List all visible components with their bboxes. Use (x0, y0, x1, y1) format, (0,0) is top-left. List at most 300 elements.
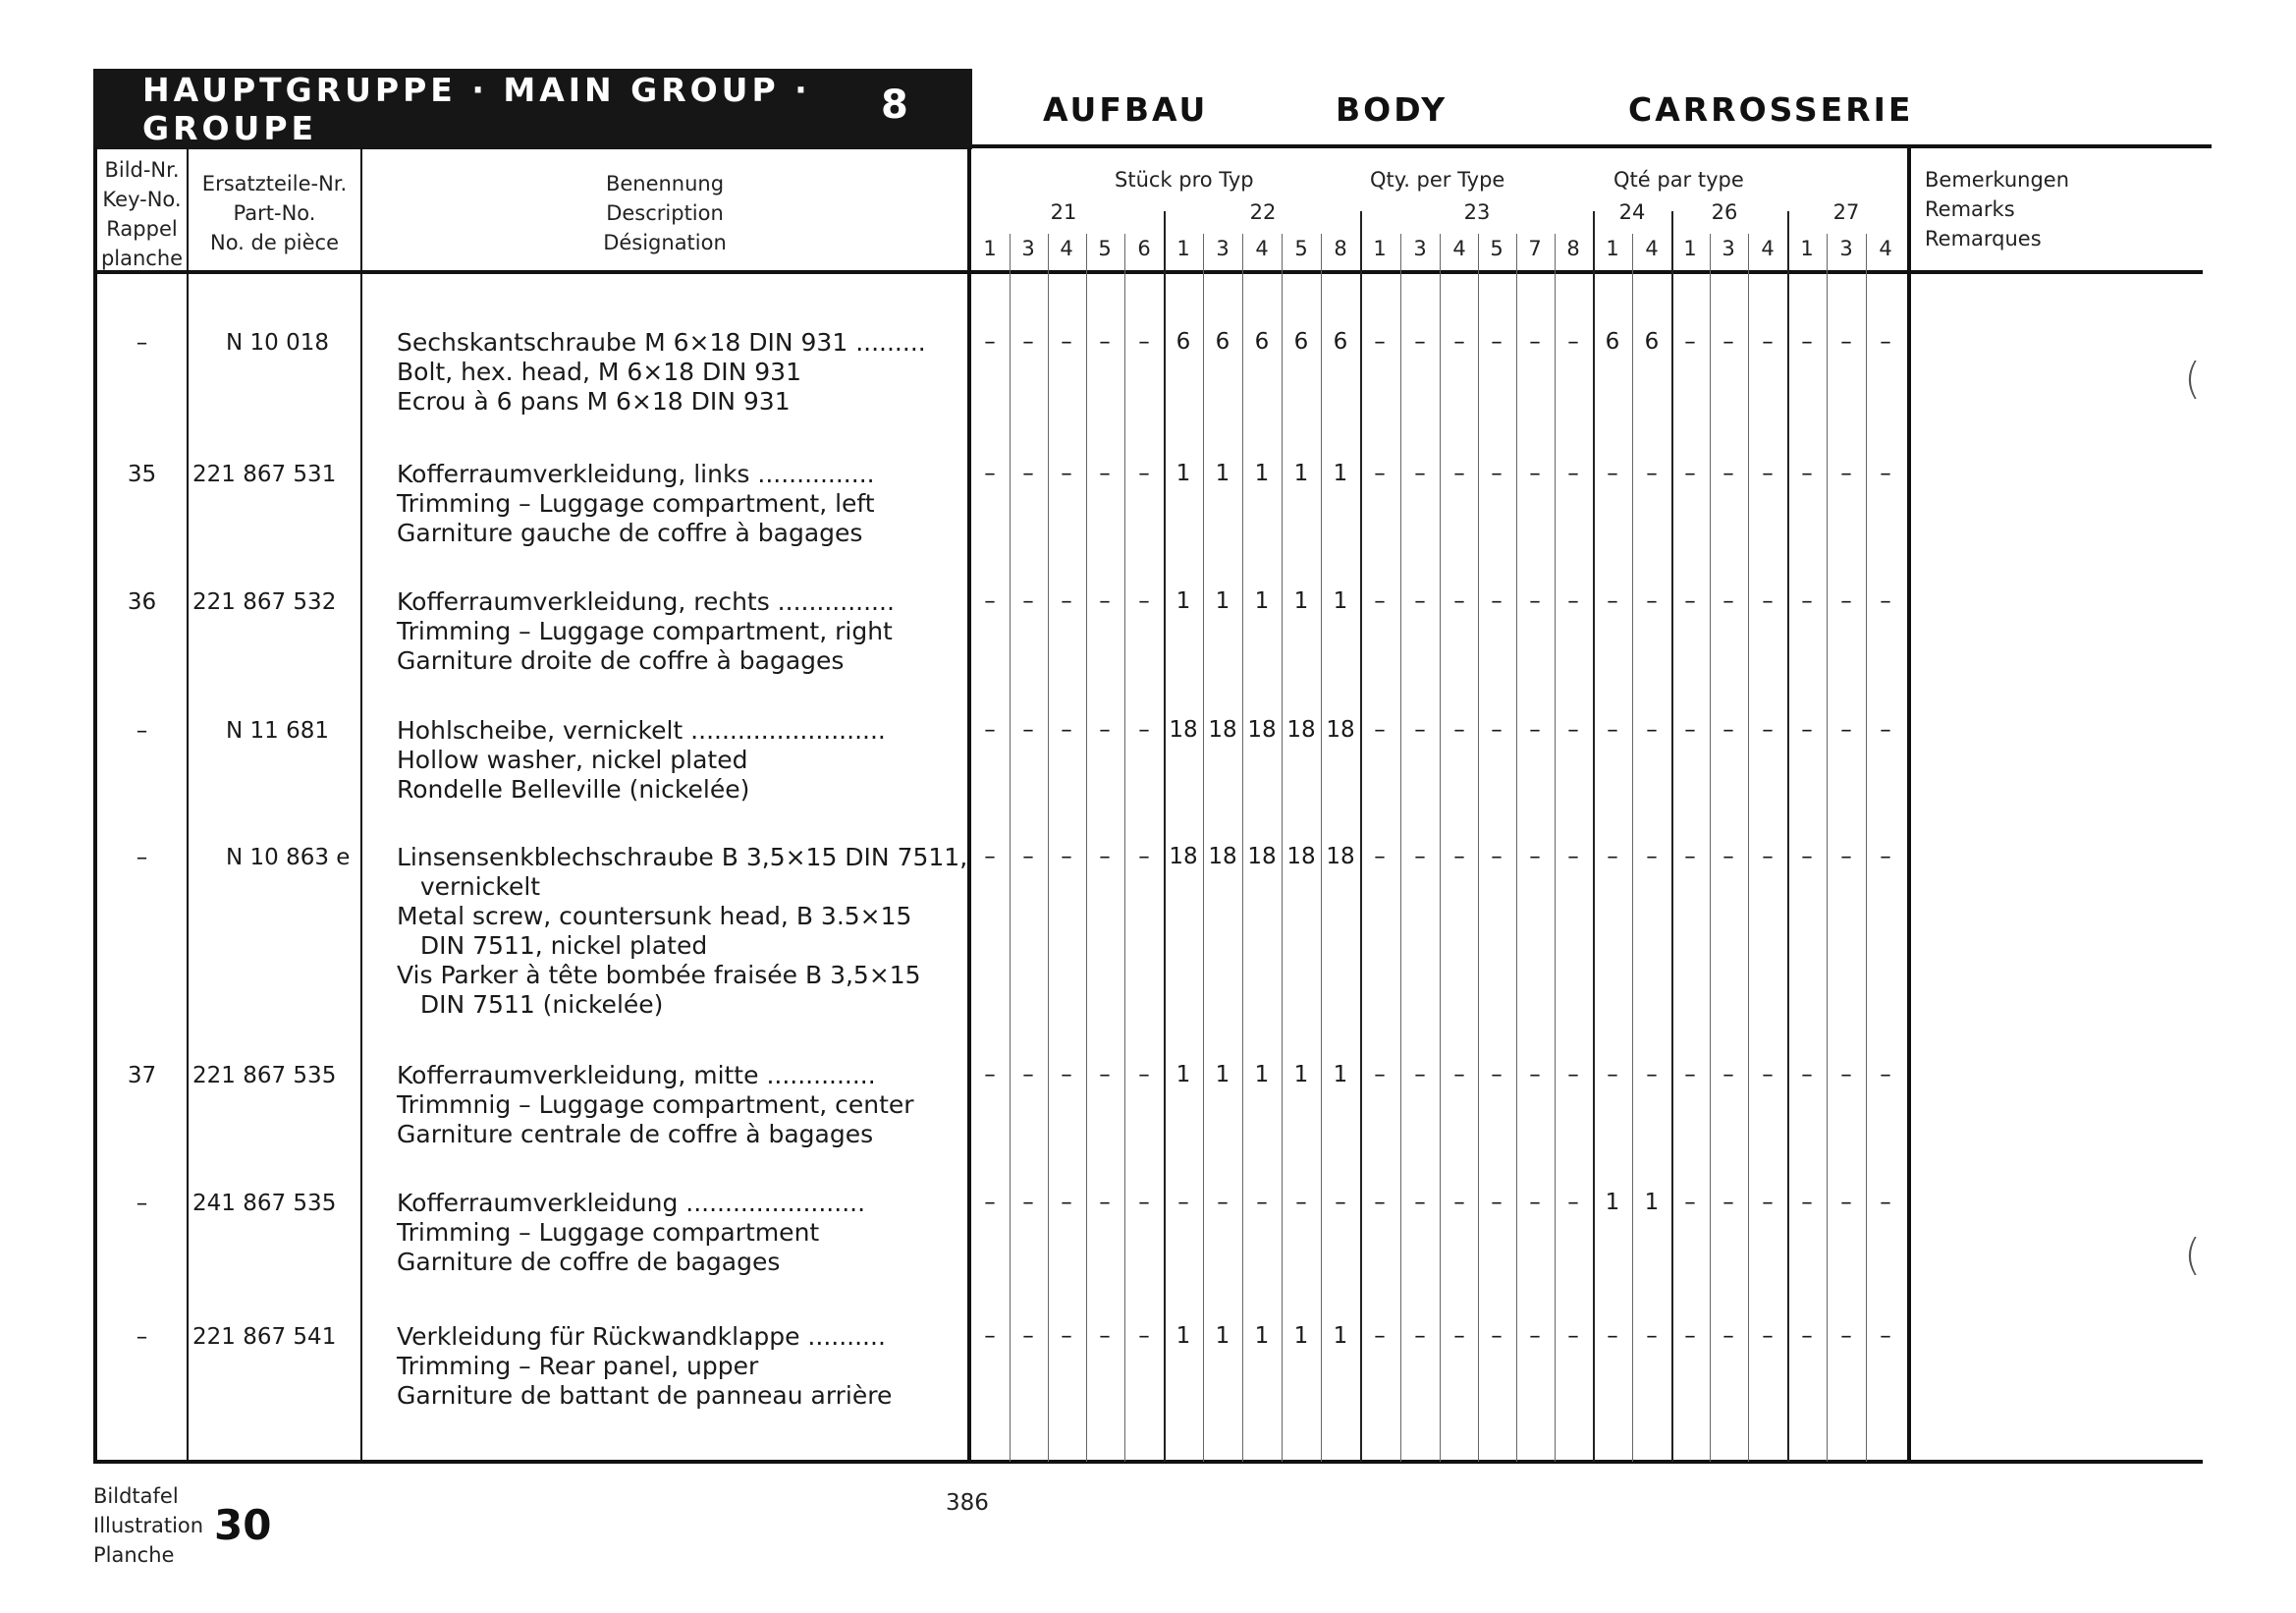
sub-type-label: 4 (1060, 237, 1073, 260)
punch-hole-mark-upper: ( (2184, 354, 2202, 404)
qty-cell: – (1374, 1323, 1386, 1349)
type-group-divider (1671, 211, 1673, 1462)
qty-cell: – (1374, 1062, 1386, 1087)
qty-cell: – (1762, 717, 1774, 743)
qty-cell: – (1414, 844, 1426, 869)
row-key-no: 35 (127, 462, 157, 487)
qty-cell: – (1138, 588, 1150, 614)
sub-type-label: 3 (1021, 237, 1035, 260)
qty-cell: 6 (1293, 329, 1309, 355)
qty-cell: – (1491, 1190, 1503, 1215)
qty-cell: 18 (1286, 717, 1316, 743)
qty-cell: – (1722, 588, 1734, 614)
qty-cell: – (1335, 1190, 1346, 1215)
qty-cell: – (984, 329, 996, 355)
qty-cell: – (984, 461, 996, 486)
row-part-no: N 11 681 (226, 718, 329, 744)
qty-cell: – (1529, 717, 1541, 743)
qty-cell: 18 (1247, 844, 1277, 869)
qty-cell: – (1099, 844, 1111, 869)
type-group-divider (1787, 211, 1789, 1462)
description-line: Garniture de battant de panneau arrière (397, 1381, 893, 1410)
qty-cell: – (1414, 1062, 1426, 1087)
qty-cell: – (1414, 329, 1426, 355)
qty-cell: 1 (1333, 461, 1348, 486)
type-group-label: 26 (1711, 200, 1738, 224)
sub-type-label: 7 (1528, 237, 1542, 260)
qty-cell: – (1022, 1323, 1034, 1349)
qty-cell: – (1453, 588, 1465, 614)
description-line: Trimmnig – Luggage compartment, center (397, 1090, 914, 1119)
qty-cell: – (1762, 1062, 1774, 1087)
qty-cell: – (1567, 717, 1579, 743)
row-description (397, 460, 875, 548)
qty-cell: – (1684, 1323, 1696, 1349)
row-description (397, 716, 886, 805)
qty-cell: – (1646, 844, 1658, 869)
qty-cell: – (1061, 588, 1072, 614)
qty-cell: – (1801, 588, 1813, 614)
qty-cell: – (1099, 588, 1111, 614)
column-header-bottom-rule (93, 270, 2203, 274)
row-key-no: – (136, 845, 148, 870)
qty-cell: – (1374, 717, 1386, 743)
qty-cell: – (1491, 844, 1503, 869)
qty-cell: – (1801, 461, 1813, 486)
qty-cell: – (1256, 1190, 1268, 1215)
qty-cell: – (1722, 461, 1734, 486)
qty-cell: – (1529, 1062, 1541, 1087)
sub-type-label: 3 (1722, 237, 1735, 260)
qty-cell: – (1722, 1062, 1734, 1087)
qty-header-german: Stück pro Typ (1115, 168, 1254, 192)
qty-cell: – (1374, 844, 1386, 869)
row-description (397, 1061, 914, 1149)
row-description (397, 843, 967, 1020)
description-line: Trimming – Luggage compartment (397, 1218, 820, 1247)
qty-cell: – (1840, 329, 1852, 355)
row-key-no: 37 (127, 1063, 157, 1088)
qty-cell: 18 (1208, 717, 1237, 743)
description-line: Kofferraumverkleidung, mitte .............. (397, 1061, 876, 1089)
row-part-no: 241 867 535 (192, 1191, 337, 1216)
qty-cell: – (1061, 1062, 1072, 1087)
type-group-label: 21 (1050, 200, 1077, 224)
main-group-number: 8 (881, 83, 908, 128)
qty-cell: – (1722, 329, 1734, 355)
qty-cell: – (1722, 717, 1734, 743)
row-key-no: – (136, 1324, 148, 1350)
qty-cell: – (1138, 844, 1150, 869)
qty-cell: – (1722, 844, 1734, 869)
qty-cell: – (1099, 1190, 1111, 1215)
qty-cell: 1 (1293, 461, 1309, 486)
qty-cell: – (1061, 844, 1072, 869)
sub-type-label: 4 (1761, 237, 1775, 260)
qty-cell: 6 (1644, 329, 1660, 355)
row-description (397, 328, 926, 417)
qty-cell: 1 (1215, 461, 1230, 486)
qty-cell: – (1762, 588, 1774, 614)
qty-cell: 18 (1169, 844, 1198, 869)
col-divider-key (187, 147, 189, 1464)
qty-cell: – (984, 588, 996, 614)
qty-cell: – (1099, 717, 1111, 743)
description-line: Kofferraumverkleidung, rechts ............... (397, 587, 895, 616)
qty-cell: 18 (1286, 844, 1316, 869)
qty-cell: 1 (1254, 461, 1270, 486)
row-part-no: N 10 018 (226, 330, 329, 356)
qty-cell: – (1138, 717, 1150, 743)
qty-cell: – (1880, 588, 1891, 614)
qty-cell: – (1646, 717, 1658, 743)
type-group-label: 24 (1618, 200, 1646, 224)
type-group-label: 22 (1249, 200, 1277, 224)
qty-cell: 1 (1333, 1323, 1348, 1349)
qty-cell: – (1061, 1323, 1072, 1349)
qty-cell: – (1684, 1190, 1696, 1215)
header-rule (972, 144, 2212, 148)
qty-header-french: Qté par type (1613, 168, 1744, 192)
description-line: Garniture de coffre de bagages (397, 1248, 781, 1276)
row-part-no: 221 867 541 (192, 1324, 337, 1350)
qty-cell: – (1880, 844, 1891, 869)
type-group-divider (1593, 211, 1595, 1462)
row-key-no: 36 (127, 589, 157, 615)
title-french: CARROSSERIE (1628, 90, 1914, 129)
qty-cell: – (1801, 717, 1813, 743)
qty-cell: – (1491, 329, 1503, 355)
qty-cell: – (1684, 844, 1696, 869)
qty-cell: 1 (1175, 1323, 1191, 1349)
title-german: AUFBAU (1043, 90, 1209, 129)
qty-cell: – (984, 1190, 996, 1215)
qty-cell: – (984, 1062, 996, 1087)
qty-cell: – (1567, 588, 1579, 614)
qty-cell: – (1880, 1323, 1891, 1349)
qty-cell: – (1374, 588, 1386, 614)
qty-cell: – (1099, 1062, 1111, 1087)
qty-cell: – (1061, 717, 1072, 743)
qty-cell: – (1022, 588, 1034, 614)
qty-cell: – (1099, 329, 1111, 355)
sub-type-label: 4 (1645, 237, 1659, 260)
qty-cell: – (1840, 1323, 1852, 1349)
qty-cell: – (1646, 588, 1658, 614)
qty-cell: 1 (1293, 1323, 1309, 1349)
main-group-label: HAUPTGRUPPE · MAIN GROUP · GROUPE (142, 71, 811, 147)
qty-cell: 1 (1254, 588, 1270, 614)
qty-cell: – (1567, 461, 1579, 486)
description-line: DIN 7511 (nickelée) (397, 990, 664, 1019)
col-divider-part (360, 147, 362, 1464)
qty-cell: – (1414, 588, 1426, 614)
row-part-no: N 10 863 e (226, 845, 351, 870)
sub-type-label: 1 (1373, 237, 1387, 260)
col-divider-remarks (1907, 144, 1911, 1464)
qty-cell: – (1567, 844, 1579, 869)
plate-number: 30 (214, 1501, 272, 1549)
sub-type-label: 3 (1839, 237, 1853, 260)
qty-cell: – (1801, 329, 1813, 355)
qty-cell: – (1722, 1190, 1734, 1215)
qty-cell: – (1762, 329, 1774, 355)
description-line: Garniture centrale de coffre à bagages (397, 1120, 874, 1148)
type-group-label: 23 (1463, 200, 1491, 224)
qty-cell: – (1529, 329, 1541, 355)
description-line: DIN 7511, nickel plated (397, 931, 708, 960)
description-line: Rondelle Belleville (nickelée) (397, 775, 750, 804)
qty-cell: 18 (1169, 717, 1198, 743)
qty-cell: – (984, 844, 996, 869)
sub-type-label: 1 (1606, 237, 1619, 260)
description-line: Ecrou à 6 pans M 6×18 DIN 931 (397, 387, 791, 416)
qty-cell: 18 (1247, 717, 1277, 743)
sub-type-label: 1 (1683, 237, 1697, 260)
sub-type-label: 5 (1294, 237, 1308, 260)
qty-cell: 1 (1333, 588, 1348, 614)
main-group-banner (93, 69, 972, 149)
qty-cell: – (1414, 1190, 1426, 1215)
qty-cell: – (1138, 1190, 1150, 1215)
table-bottom-rule (93, 1460, 2203, 1464)
qty-cell: – (1880, 461, 1891, 486)
description-line: Trimming – Rear panel, upper (397, 1352, 759, 1380)
description-line: Vis Parker à tête bombée fraisée B 3,5×15 (397, 961, 921, 989)
punch-hole-mark-lower: ( (2184, 1230, 2202, 1280)
qty-cell: – (1684, 1062, 1696, 1087)
sub-type-label: 4 (1879, 237, 1892, 260)
qty-cell: – (1880, 1062, 1891, 1087)
qty-cell: 18 (1326, 717, 1355, 743)
row-description (397, 1322, 892, 1411)
qty-cell: – (1607, 588, 1618, 614)
qty-cell: – (1177, 1190, 1189, 1215)
qty-cell: – (1453, 1062, 1465, 1087)
qty-cell: – (1414, 1323, 1426, 1349)
qty-cell: 1 (1215, 1323, 1230, 1349)
description-line: Kofferraumverkleidung, links ............... (397, 460, 875, 488)
title-english: BODY (1336, 90, 1449, 129)
qty-cell: 1 (1215, 588, 1230, 614)
row-key-no: – (136, 1191, 148, 1216)
type-group-divider (1164, 211, 1166, 1462)
qty-cell: – (1567, 1190, 1579, 1215)
description-line: Verkleidung für Rückwandklappe .......... (397, 1322, 886, 1351)
description-line: vernickelt (397, 872, 541, 901)
qty-cell: – (1840, 844, 1852, 869)
qty-cell: – (1529, 1323, 1541, 1349)
qty-cell: 6 (1333, 329, 1348, 355)
sub-type-label: 3 (1413, 237, 1427, 260)
qty-cell: – (1491, 717, 1503, 743)
qty-cell: – (1529, 588, 1541, 614)
qty-cell: – (1022, 717, 1034, 743)
qty-cell: – (1880, 329, 1891, 355)
qty-cell: – (1374, 329, 1386, 355)
qty-cell: – (1762, 1190, 1774, 1215)
description-line: Garniture gauche de coffre à bagages (397, 519, 863, 547)
qty-cell: 1 (1644, 1190, 1660, 1215)
description-line: Garniture droite de coffre à bagages (397, 646, 845, 675)
qty-cell: – (1684, 588, 1696, 614)
qty-cell: – (1138, 1323, 1150, 1349)
qty-cell: – (1491, 588, 1503, 614)
part-no-header: Ersatzteile-Nr. Part-No. No. de pièce (201, 172, 348, 254)
row-description (397, 1189, 865, 1277)
qty-cell: 6 (1215, 329, 1230, 355)
qty-cell: 1 (1333, 1062, 1348, 1087)
qty-cell: – (1453, 717, 1465, 743)
row-part-no: 221 867 531 (192, 462, 337, 487)
qty-cell: – (1840, 1062, 1852, 1087)
row-part-no: 221 867 535 (192, 1063, 337, 1088)
sub-type-label: 6 (1137, 237, 1151, 260)
qty-cell: – (1607, 461, 1618, 486)
qty-cell: – (1414, 461, 1426, 486)
sub-type-label: 8 (1566, 237, 1580, 260)
qty-cell: – (1607, 1323, 1618, 1349)
qty-cell: 1 (1175, 461, 1191, 486)
qty-cell: – (1022, 329, 1034, 355)
sub-type-label: 1 (983, 237, 997, 260)
qty-cell: – (1880, 1190, 1891, 1215)
qty-cell: – (1529, 1190, 1541, 1215)
qty-cell: – (1022, 1190, 1034, 1215)
sub-type-label: 5 (1098, 237, 1112, 260)
qty-cell: – (1099, 1323, 1111, 1349)
qty-cell: – (1801, 844, 1813, 869)
page-number: 386 (946, 1490, 989, 1516)
description-line: Linsensenkblechschraube B 3,5×15 DIN 7511, (397, 843, 968, 871)
qty-cell: 18 (1208, 844, 1237, 869)
qty-cell: – (1840, 461, 1852, 486)
qty-cell: 6 (1175, 329, 1191, 355)
sub-type-label: 1 (1800, 237, 1814, 260)
qty-cell: – (1607, 844, 1618, 869)
qty-cell: 1 (1175, 588, 1191, 614)
qty-cell: – (1491, 1062, 1503, 1087)
qty-cell: – (984, 717, 996, 743)
qty-cell: – (1801, 1323, 1813, 1349)
key-no-header: Bild-Nr. Key-No. Rappel planche (100, 158, 184, 270)
qty-cell: – (1453, 461, 1465, 486)
qty-cell: – (1453, 1323, 1465, 1349)
row-part-no: 221 867 532 (192, 589, 337, 615)
qty-cell: – (1762, 1323, 1774, 1349)
sub-type-label: 3 (1216, 237, 1230, 260)
qty-cell: – (1414, 717, 1426, 743)
qty-cell: – (1607, 717, 1618, 743)
qty-cell: – (1453, 844, 1465, 869)
qty-cell: 1 (1254, 1323, 1270, 1349)
qty-cell: – (1840, 588, 1852, 614)
qty-cell: – (1374, 461, 1386, 486)
qty-cell: – (1801, 1062, 1813, 1087)
sub-type-label: 4 (1452, 237, 1466, 260)
qty-cell: – (984, 1323, 996, 1349)
qty-cell: 1 (1605, 1190, 1620, 1215)
description-line: Hollow washer, nickel plated (397, 746, 748, 774)
qty-cell: 6 (1254, 329, 1270, 355)
qty-cell: – (1022, 461, 1034, 486)
qty-cell: – (1529, 844, 1541, 869)
qty-cell: – (1453, 329, 1465, 355)
qty-cell: – (1607, 1062, 1618, 1087)
qty-cell: – (1840, 717, 1852, 743)
type-group-label: 27 (1832, 200, 1860, 224)
qty-cell: – (1217, 1190, 1229, 1215)
qty-cell: 18 (1326, 844, 1355, 869)
qty-cell: – (1138, 1062, 1150, 1087)
description-line: Bolt, hex. head, M 6×18 DIN 931 (397, 358, 801, 386)
qty-cell: – (1529, 461, 1541, 486)
qty-cell: – (1684, 461, 1696, 486)
qty-cell: – (1295, 1190, 1307, 1215)
qty-cell: – (1684, 329, 1696, 355)
qty-cell: – (1061, 1190, 1072, 1215)
description-header: Benennung Description Désignation (603, 172, 727, 254)
qty-cell: – (1099, 461, 1111, 486)
qty-cell: 1 (1293, 588, 1309, 614)
qty-cell: – (1022, 1062, 1034, 1087)
sub-type-label: 4 (1255, 237, 1269, 260)
qty-cell: – (1840, 1190, 1852, 1215)
qty-cell: – (1567, 1323, 1579, 1349)
description-line: Sechskantschraube M 6×18 DIN 931 ......... (397, 328, 926, 357)
type-group-divider (1360, 211, 1362, 1462)
qty-header-english: Qty. per Type (1370, 168, 1505, 192)
qty-cell: 1 (1175, 1062, 1191, 1087)
description-line: Trimming – Luggage compartment, right (397, 617, 893, 645)
qty-cell: 1 (1254, 1062, 1270, 1087)
qty-cell: – (1801, 1190, 1813, 1215)
qty-cell: – (1646, 461, 1658, 486)
qty-cell: – (1567, 1062, 1579, 1087)
row-key-no: – (136, 330, 148, 356)
qty-cell: – (1453, 1190, 1465, 1215)
description-line: Kofferraumverkleidung ....................... (397, 1189, 866, 1217)
sub-type-label: 8 (1334, 237, 1347, 260)
description-line: Trimming – Luggage compartment, left (397, 489, 875, 518)
qty-cell: – (1061, 461, 1072, 486)
qty-cell: – (1646, 1062, 1658, 1087)
qty-cell: – (1061, 329, 1072, 355)
qty-cell: – (1684, 717, 1696, 743)
qty-cell: – (1880, 717, 1891, 743)
qty-cell: 1 (1215, 1062, 1230, 1087)
row-key-no: – (136, 718, 148, 744)
qty-cell: – (1762, 461, 1774, 486)
sub-type-label: 1 (1176, 237, 1190, 260)
qty-cell: – (1138, 461, 1150, 486)
qty-cell: – (1022, 844, 1034, 869)
remarks-header: Bemerkungen Remarks Remarques (1925, 168, 2070, 250)
sub-type-label: 5 (1490, 237, 1503, 260)
description-line: Metal screw, countersunk head, B 3.5×15 (397, 902, 912, 930)
qty-cell: – (1138, 329, 1150, 355)
qty-cell: – (1491, 461, 1503, 486)
plate-label: Bildtafel Illustration Planche (93, 1484, 204, 1567)
qty-cell: – (1762, 844, 1774, 869)
qty-cell: – (1646, 1323, 1658, 1349)
qty-cell: 6 (1605, 329, 1620, 355)
qty-cell: – (1722, 1323, 1734, 1349)
qty-cell: 1 (1293, 1062, 1309, 1087)
qty-cell: – (1374, 1190, 1386, 1215)
qty-cell: – (1567, 329, 1579, 355)
row-description (397, 587, 895, 676)
